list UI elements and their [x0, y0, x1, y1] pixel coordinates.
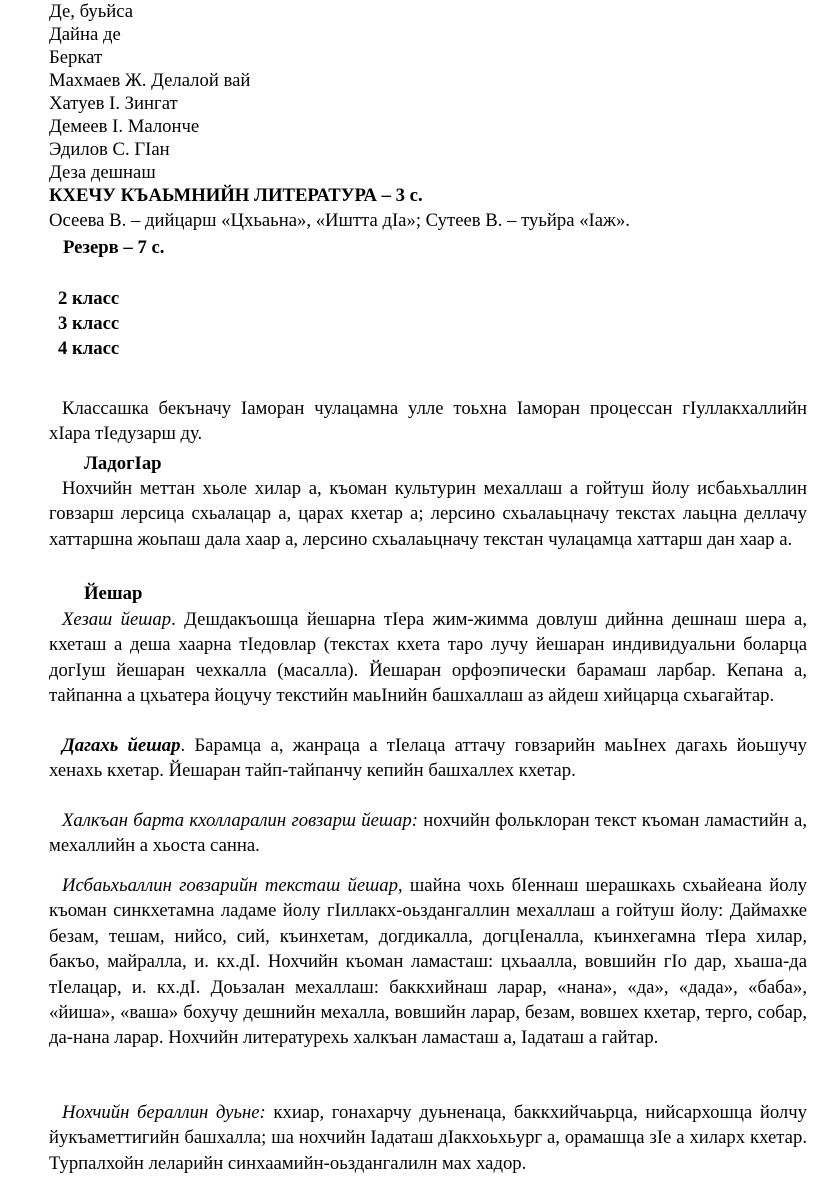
heading-ladogar: ЛадогIар — [84, 453, 162, 474]
paragraph-lead: Хезаш йешар — [62, 609, 172, 630]
text-line: Беркат — [49, 47, 103, 68]
paragraph-lead: Дагахь йешар — [62, 735, 181, 756]
text-line: Эдилов С. ГIан — [49, 139, 170, 160]
class-label: 2 класс — [58, 288, 120, 309]
paragraph-lead: Халкъан барта кхолларалин говзарш йешар: — [62, 810, 418, 831]
class-label: 4 класс — [58, 338, 120, 359]
paragraph-ladogar: Нохчийн меттан хьоле хилар а, къоман культурин мехаллаш а гойтуш йолу исбаьхьаллин говзарш лерсица схьалацар а, царах кхетар а; лерсино схьалаьцначу текстах лаьцна деллачу хаттаршна жоьпаш дала хаар а, лерсино схьалаьцначу текстан чулацамца хаттарш дан хаар а. — [49, 478, 807, 550]
paragraph-text: кхиар, гонахарчу дуьненаца, баккхийчаьрца, нийсархошца йолчу йукъаметтигийн башхалла; ша нохчийн Iадаташ дIакхоьхьург а, орамашца зIе а хиларх кхетар. Турпалхойн леларийн синхаамийн-оьздангалилн мах хадор. — [49, 1102, 807, 1174]
text-line: Хатуев I. Зингат — [49, 93, 178, 114]
paragraph-text: . Дешдакъошца йешарна тIера жим-жимма довлуш дийнна дешнаш шера а, кхеташ а деша хаарна тIедовлар (текстах кхета таро лучу йешаран индивидуальни боларца догIуш йешаран чехкалла (масалла). Йешаран орфоэпически барамаш ларбар. Кепана а, тайпанна а цхьатера йоцучу текстийн маьIнийн башхаллаш аз айдеш хийцарца схьагайтар. — [49, 609, 807, 707]
paragraph-lead: Исбаьхьаллин говзарийн тексташ йешар, — [62, 875, 403, 896]
heading-yeshar: Йешар — [84, 583, 143, 604]
text-line: Деза дешнаш — [49, 162, 156, 183]
paragraph-yeshar-loud — [49, 607, 807, 709]
paragraph-artistic — [49, 873, 807, 1051]
paragraph-text: нохчийн фольклоран текст къоман ламастийн а, мехаллийн а хьоста санна. — [49, 810, 807, 857]
paragraph-folklore — [49, 808, 807, 859]
text-line: Дайна де — [49, 24, 121, 45]
section-title: КХЕЧУ КЪАЬМНИЙН ЛИТЕРАТУРА – 3 с. — [49, 185, 423, 206]
text-line: Де, буьйса — [49, 1, 134, 22]
paragraph-text: . Барамца а, жанраца а тIелаца аттачу говзарийн маьIнех дагахь йоьшучу хенахь кхетар. Йешаран тайп-тайпанчу кепийн башхаллех кхетар. — [49, 735, 808, 782]
text-line: Махмаев Ж. Делалой вай — [49, 70, 251, 91]
paragraph-text: шайна чохь бIеннаш шерашкахь схьайеана йолу къоман синкхетамна ладаме йолу гIиллакх-оьздангаллин мехаллаш а гойтуш йолу: Даймахке безам, тешам, нийсо, сий, къинхетам, догдикалла, догцIеналла, къинхегамна тIера хилар, бакъо, майралла, и. кх.дI. Нохчийн къоман ламасташ: цхьаалла, вовшийн гIо дар, хьаша-да тIелацар, и. кх.дI. Доьзалан мехаллаш: баккхийнаш ларар, «нана», «да», «дада», «баба», «йиша», «ваша» бохучу дешнийн мехалла, вовшийн ларар, безам, вовшех кхетар, терго, собар, да-нана ларар. Нохчийн литературехь халкъан ламасташ а, Iадаташ а гайтар. — [49, 875, 807, 1049]
paragraph-yeshar-silent — [49, 733, 807, 784]
paragraph-childhood — [49, 1100, 807, 1176]
intro-paragraph: Классашка бекъначу Iаморан чулацамна улле тоьхна Iаморан процессан гIуллакхаллийн хIара тIедузарш ду. — [49, 398, 807, 445]
text-line: Демеев I. Малонче — [49, 116, 200, 137]
authors-line: Осеева В. – дийцарш «Цхьаьна», «Иштта дIа»; Сутеев В. – туьйра «Iаж». — [49, 210, 630, 231]
reserve-line: Резерв – 7 с. — [63, 237, 165, 258]
paragraph-lead: Нохчийн бераллин дуьне: — [62, 1102, 266, 1123]
class-label: 3 класс — [58, 313, 120, 334]
